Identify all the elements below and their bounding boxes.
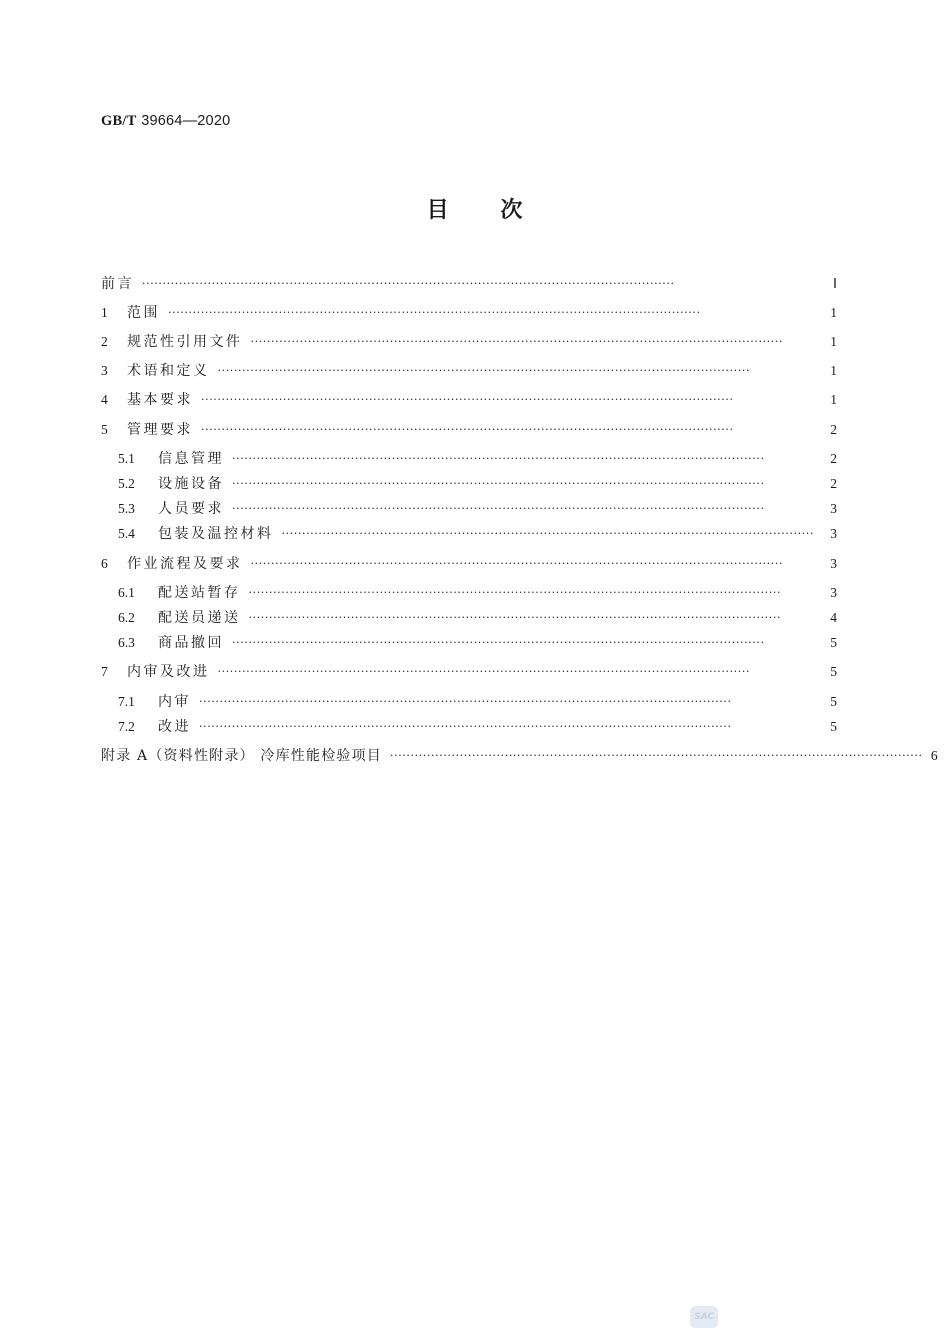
toc-entry-number: 7.1 [118,694,135,709]
toc-entry-number: 4 [101,392,108,407]
toc-leader-dots: ·································································································································· [250,557,784,570]
toc-entry-station-storage[interactable] [118,583,837,603]
toc-leader-dots: ·································································································································· [199,695,732,708]
toc-leader-dots: ·································································································································· [248,586,782,599]
toc-leader-dots: ·································································································································· [232,452,765,465]
toc-entry-page: 2 [830,422,837,437]
toc-leader-dots: ·································································································································· [250,335,784,348]
toc-entry-page: 5 [830,719,837,734]
toc-entry-label: 人员要求 [158,501,224,517]
toc-leader-dots: ·································································································································· [199,720,732,733]
toc-entry-page: Ⅰ [833,276,837,291]
watermark-text: SAC [694,1312,714,1322]
toc-entry-label: 设施设备 [158,476,224,492]
toc-entry-label: 改进 [158,719,191,735]
toc-entry-product-recall[interactable] [118,633,837,653]
toc-entry-label: 配送员递送 [158,610,241,626]
toc-entry-information-management[interactable] [118,449,837,469]
toc-leader-dots: ·································································································································· [168,306,701,319]
toc-entry-number: 3 [101,363,108,378]
toc-leader-dots: ·································································································································· [248,611,782,624]
toc-entry-page: 3 [830,556,837,571]
toc-entry-management-requirements[interactable] [101,420,837,440]
toc-entry-label: 术语和定义 [127,363,210,379]
standard-number: 39664—2020 [141,113,231,129]
toc-entry-number: 5.3 [118,501,135,516]
toc-entry-number: 5.4 [118,526,135,541]
toc-entry-basic-requirements[interactable] [101,390,837,410]
toc-entry-page: 1 [830,305,837,320]
toc-leader-dots: ·································································································································· [232,477,765,490]
toc-entry-label: 规范性引用文件 [127,334,243,350]
toc-leader-dots: ·································································································································· [232,502,765,515]
toc-leader-dots: ·································································································································· [201,393,734,406]
toc-entry-number: 7 [101,664,108,679]
toc-entry-label: 基本要求 [127,392,193,408]
toc-entry-annex-a[interactable] [101,746,938,766]
toc-entry-page: 5 [830,694,837,709]
toc-entry-page: 4 [830,610,837,625]
table-of-contents [101,0,938,800]
toc-entry-normative-references[interactable] [101,332,837,352]
toc-entry-number: 5.1 [118,451,135,466]
toc-entry-internal-audit[interactable] [118,692,837,712]
toc-entry-label: 附录 A（资料性附录） 冷库性能检验项目 [101,748,383,764]
toc-entry-label: 作业流程及要求 [127,556,243,572]
toc-entry-foreword[interactable] [101,274,837,294]
toc-entry-facilities[interactable] [118,474,837,494]
toc-entry-page: 2 [830,476,837,491]
toc-entry-page: 1 [830,392,837,407]
toc-entry-page: 5 [830,635,837,650]
toc-entry-page: 6 [930,748,938,763]
toc-leader-dots: ·································································································································· [217,665,751,678]
sac-watermark-logo [690,1306,718,1328]
toc-leader-dots: ·································································································································· [390,749,923,762]
toc-entry-page: 3 [830,526,837,541]
page-title: 目 次 [426,198,524,223]
toc-entry-page: 2 [830,451,837,466]
toc-entry-terms[interactable] [101,361,837,381]
toc-leader-dots: ·································································································································· [281,527,815,540]
toc-entry-label: 配送站暂存 [158,585,241,601]
toc-entry-label: 管理要求 [127,422,193,438]
toc-entry-number: 6 [101,556,108,571]
toc-entry-label: 包装及温控材料 [158,526,274,542]
toc-leader-dots: ·································································································································· [142,277,675,290]
toc-entry-number: 6.1 [118,585,135,600]
toc-leader-dots: ·································································································································· [217,364,751,377]
toc-entry-number: 2 [101,334,108,349]
toc-entry-improvement[interactable] [118,717,837,737]
toc-leader-dots: ·································································································································· [232,636,765,649]
toc-entry-number: 5.2 [118,476,135,491]
toc-entry-page: 3 [830,501,837,516]
toc-entry-personnel[interactable] [118,499,837,519]
toc-entry-scope[interactable] [101,303,837,323]
toc-entry-page: 1 [830,334,837,349]
toc-entry-label: 商品撤回 [158,635,224,651]
toc-entry-label: 信息管理 [158,451,224,467]
toc-entry-label: 前言 [101,276,134,292]
toc-entry-packaging[interactable] [118,524,837,544]
toc-entry-number: 5 [101,422,108,437]
toc-entry-number: 7.2 [118,719,135,734]
toc-entry-page: 3 [830,585,837,600]
toc-entry-number: 6.3 [118,635,135,650]
toc-entry-page: 5 [830,664,837,679]
toc-entry-label: 范围 [127,305,160,321]
toc-entry-label: 内审 [158,694,191,710]
toc-entry-workflow[interactable] [101,554,837,574]
toc-entry-number: 1 [101,305,108,320]
toc-entry-courier-delivery[interactable] [118,608,837,628]
toc-leader-dots: ·································································································································· [201,423,734,436]
toc-entry-page: 1 [830,363,837,378]
standard-prefix: GB/T [101,113,137,129]
toc-entry-audit-improvement[interactable] [101,662,837,682]
toc-entry-label: 内审及改进 [127,664,210,680]
toc-entry-number: 6.2 [118,610,135,625]
